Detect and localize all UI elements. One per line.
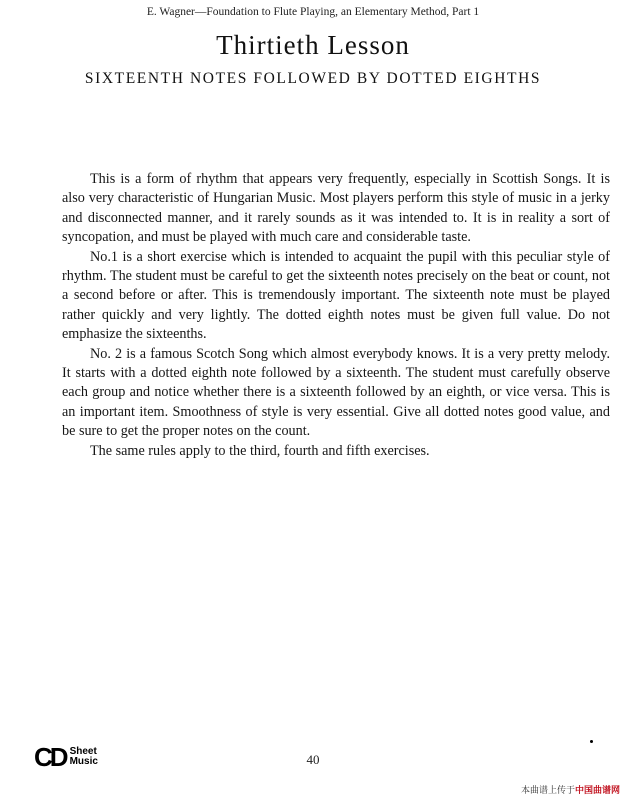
paragraph-3: No. 2 is a famous Scotch Song which almost everybody knows. It is a very pretty melody. It starts with a dotted eighth note followed by a sixteenth. The student must carefully observe each group and notice whether there is a sixteenth followed by an eighth, or vice versa. This is an important item. Smoothness of style is very essential. Give all dotted notes good value, and be sure to get the proper notes on the count. (62, 345, 610, 440)
page-number: 40 (306, 752, 320, 767)
speck-dot (590, 740, 593, 743)
paragraph-1: This is a form of rhythm that appears very frequently, especially in Scottish Songs. It is also very characteristic of Hungarian Music. Most players perform this style of music in a jerky and disconnected manner, and it rarely sounds as it was intended to. It is in reality a sort of syncopation, and must be played with much care and considerable taste. (62, 171, 610, 246)
running-header: E. Wagner—Foundation to Flute Playing, an Elementary Method, Part 1 (146, 6, 480, 18)
watermark-prefix: 本曲谱上传于 (520, 786, 575, 796)
lesson-subtitle: SIXTEENTH NOTES FOLLOWED BY DOTTED EIGHTHS (84, 70, 542, 87)
publisher-logo-mark: CD (34, 742, 66, 772)
logo-word-sheet: Sheet (69, 746, 97, 757)
paragraph-2: No.1 is a short exercise which is intended to acquaint the pupil with this peculiar style of rhythm. The student must be careful to get the sixteenth notes precisely on the beat or count, not a second before or after. This is tremendously important. The sixteenth note must be played rather quickly and very lightly. The dotted eighth notes must be given full value. Do not emphasize the sixteenths. (62, 248, 610, 343)
lesson-title: Thirtieth Lesson (216, 30, 410, 60)
paragraph-4: The same rules apply to the third, fourth and fifth exercises. (90, 442, 430, 459)
site-watermark (521, 783, 620, 796)
watermark-brand: 中国曲谱网 (574, 786, 620, 796)
logo-word-music: Music (69, 756, 98, 767)
lesson-body (62, 170, 610, 461)
